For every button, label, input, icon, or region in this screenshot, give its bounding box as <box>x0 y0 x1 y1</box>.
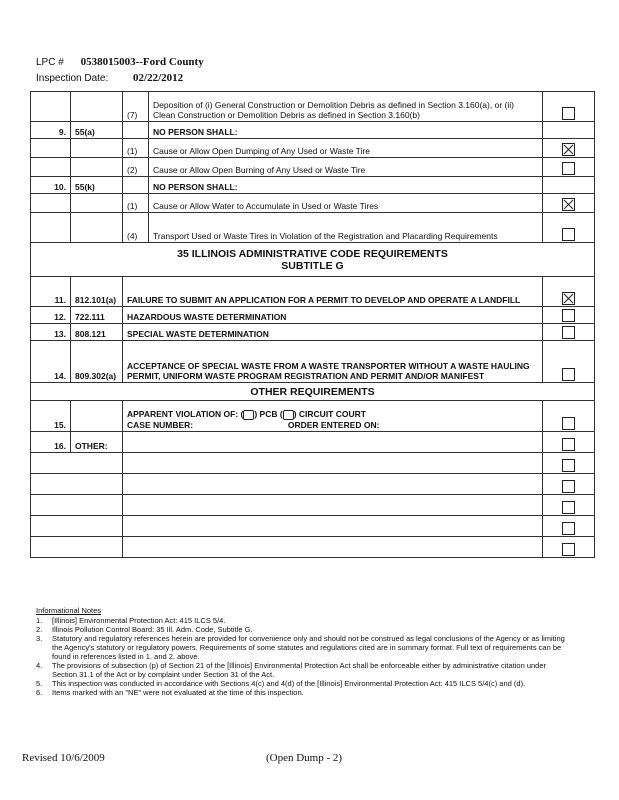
note-number: 6. <box>36 688 43 697</box>
table-row <box>31 277 595 307</box>
row-desc: Cause or Allow Open Burning of Any Used or Waste Tire <box>149 158 543 177</box>
note-item <box>36 661 566 679</box>
table-row <box>31 474 595 495</box>
row-sub: (4) <box>123 213 149 243</box>
table-row <box>31 139 595 158</box>
pcb-checkbox[interactable] <box>243 410 254 420</box>
informational-notes <box>36 606 566 697</box>
case-number-line <box>127 420 538 430</box>
table-row <box>31 495 595 516</box>
checkbox-checked[interactable] <box>562 292 575 305</box>
table-row <box>31 453 595 474</box>
checkbox[interactable] <box>562 162 575 175</box>
checkbox[interactable] <box>562 368 575 381</box>
row-num: 10. <box>31 177 71 194</box>
section-title: 35 ILLINOIS ADMINISTRATIVE CODE REQUIREMENTS <box>177 247 448 260</box>
row-desc: NO PERSON SHALL: <box>149 177 543 194</box>
note-item <box>36 688 566 697</box>
checkbox-checked[interactable] <box>562 143 575 156</box>
table-row <box>31 307 595 324</box>
revised-date: Revised 10/6/2009 <box>22 752 105 764</box>
checkbox[interactable] <box>562 326 575 339</box>
row-section: 808.121 <box>71 324 123 341</box>
checkbox[interactable] <box>562 417 575 430</box>
row-num: 14. <box>31 341 71 383</box>
note-number: 1. <box>36 616 43 625</box>
row-desc: NO PERSON SHALL: <box>149 122 543 139</box>
other-label: OTHER: <box>71 432 123 453</box>
row-desc: ACCEPTANCE OF SPECIAL WASTE FROM A WASTE TRANSPORTER WITHOUT A WASTE HAULING PERMIT, UNIFORM WASTE PROGRAM REGISTRATION AND PERMIT AND/OR MANIFEST <box>123 341 543 383</box>
table-row <box>31 537 595 558</box>
checkbox[interactable] <box>562 543 575 556</box>
checkbox[interactable] <box>562 459 575 472</box>
row-desc: Transport Used or Waste Tires in Violation of the Registration and Placarding Requirements <box>149 213 543 243</box>
pcb-label: PCB <box>259 409 278 420</box>
row-desc: Cause or Allow Open Dumping of Any Used or Waste Tire <box>149 139 543 158</box>
apparent-violation-label: APPARENT VIOLATION OF: <box>127 409 239 420</box>
row-desc: HAZARDOUS WASTE DETERMINATION <box>123 307 543 324</box>
checkbox[interactable] <box>562 309 575 322</box>
checkbox[interactable] <box>562 480 575 493</box>
table-row <box>31 341 595 383</box>
row-sub: (1) <box>123 139 149 158</box>
checkbox[interactable] <box>562 501 575 514</box>
table-row <box>31 324 595 341</box>
note-text: Illinois Pollution Control Board: 35 Ill. Adm. Code, Subtitle G. <box>52 625 253 634</box>
violations-table <box>30 91 595 558</box>
inspection-date-header <box>36 72 183 84</box>
circuit-court-checkbox[interactable] <box>283 410 294 420</box>
notes-title: Informational Notes <box>36 606 102 615</box>
page-label: (Open Dump - 2) <box>266 752 343 764</box>
row-desc: SPECIAL WASTE DETERMINATION <box>123 324 543 341</box>
note-text: The provisions of subsection (p) of Section 21 of the [Illinois] Environmental Protection Act shall be enforceable either by administrative citation under Section 31.1 of the Act or by complaint under Section 31 of the Act. <box>52 661 547 679</box>
row-num: 11. <box>31 277 71 307</box>
table-row <box>31 177 595 194</box>
checkbox[interactable] <box>562 228 575 241</box>
section-subtitle: SUBTITLE G <box>281 259 344 272</box>
row-num: 15. <box>31 401 71 432</box>
row-sub: (2) <box>123 158 149 177</box>
section-header-row <box>31 383 595 401</box>
checkbox[interactable] <box>562 107 575 120</box>
row-section: 809.302(a) <box>71 341 123 383</box>
table-row <box>31 122 595 139</box>
table-row <box>31 516 595 537</box>
checkbox-checked[interactable] <box>562 198 575 211</box>
note-item <box>36 625 566 634</box>
note-item <box>36 634 566 661</box>
row-sub: (7) <box>123 92 149 122</box>
row-num: 16. <box>31 432 71 453</box>
note-number: 5. <box>36 679 43 688</box>
note-item <box>36 616 566 625</box>
table-row <box>31 194 595 213</box>
row-section: 55(k) <box>71 177 123 194</box>
section-header-row <box>31 243 595 277</box>
lpc-value: 0538015003--Ford County <box>80 56 204 68</box>
row-section: 55(a) <box>71 122 123 139</box>
row-num: 13. <box>31 324 71 341</box>
row-sub: (1) <box>123 194 149 213</box>
note-text: Statutory and regulatory references herein are provided for convenience only and should not be construed as legal conclusions of the Agency or as limiting the Agency's statutory or regulatory powers. Requirements of some statutes and regulations cited are in summary format. Full text of requirements can be found in references listed in 1. and 2. above. <box>52 634 565 661</box>
inspection-date-label: Inspection Date: <box>36 73 109 84</box>
row-section: 722.111 <box>71 307 123 324</box>
note-text: [Illinois] Environmental Protection Act: 415 ILCS 5/4. <box>52 616 226 625</box>
checkbox[interactable] <box>562 438 575 451</box>
table-row <box>31 92 595 122</box>
note-number: 2. <box>36 625 43 634</box>
note-number: 3. <box>36 634 43 643</box>
row-desc: Cause or Allow Water to Accumulate in Used or Waste Tires <box>149 194 543 213</box>
note-number: 4. <box>36 661 43 670</box>
table-row <box>31 158 595 177</box>
table-row <box>31 401 595 432</box>
note-text: This inspection was conducted in accordance with Sections 4(c) and 4(d) of the [Illinois] Environmental Protection Act: 415 ILCS 5/4(c) and (d). <box>52 679 526 688</box>
case-number-label: CASE NUMBER: <box>127 420 194 430</box>
row-num: 12. <box>31 307 71 324</box>
circuit-court-label: CIRCUIT COURT <box>298 409 366 420</box>
row-section: 812.101(a) <box>71 277 123 307</box>
checkbox[interactable] <box>562 522 575 535</box>
lpc-header <box>36 56 204 68</box>
table-row <box>31 213 595 243</box>
other-requirements-title: OTHER REQUIREMENTS <box>31 383 595 401</box>
order-entered-label: ORDER ENTERED ON: <box>287 420 380 430</box>
note-item <box>36 679 566 688</box>
lpc-label: LPC # <box>36 57 64 68</box>
inspection-date-value: 02/22/2012 <box>133 72 184 84</box>
note-text: Items marked with an "NE" were not evaluated at the time of this inspection. <box>52 688 304 697</box>
row-desc: Deposition of (i) General Construction or Demolition Debris as defined in Section 3.160(a), or (ii) Clean Construction or Demolition Debris as defined in Section 3.160(b) <box>149 92 543 122</box>
row-num: 9. <box>31 122 71 139</box>
row-desc: FAILURE TO SUBMIT AN APPLICATION FOR A PERMIT TO DEVELOP AND OPERATE A LANDFILL <box>123 277 543 307</box>
table-row <box>31 432 595 453</box>
apparent-violation-line: APPARENT VIOLATION OF: ( ) PCB ( ) CIRCUIT COURT <box>127 409 366 420</box>
